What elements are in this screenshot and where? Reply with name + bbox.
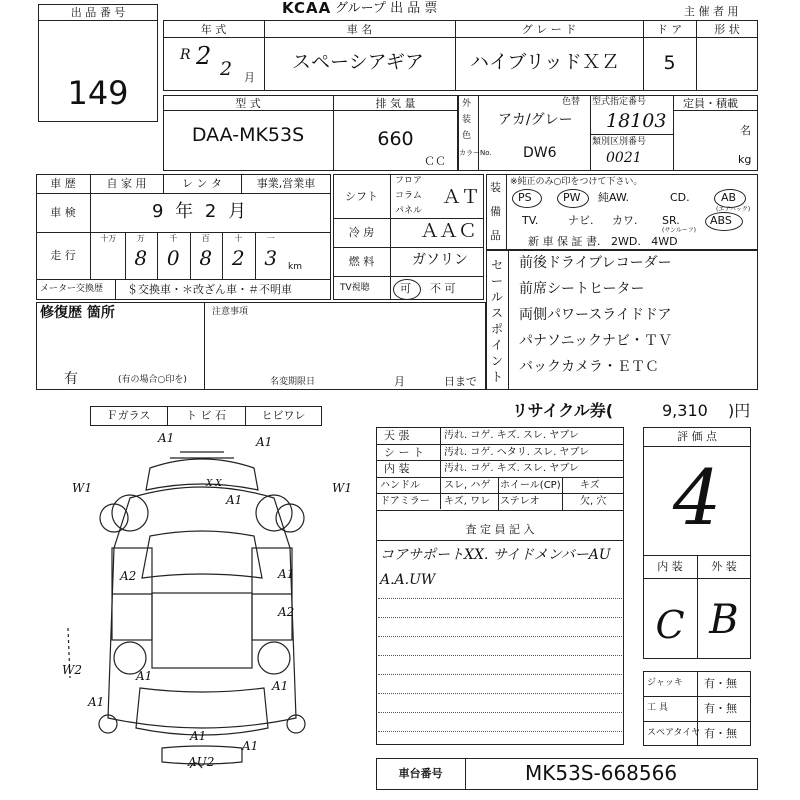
equipment-note: ※純正のみ○印をつけて下さい。 bbox=[510, 177, 643, 187]
tool-label-2: スペアタイヤ bbox=[647, 728, 701, 738]
mark-door-left: A2 bbox=[120, 569, 137, 583]
kcaa-logo: KCAA bbox=[282, 0, 332, 17]
mark-front-x: X X bbox=[206, 479, 222, 489]
rating-label: 評 価 点 bbox=[677, 430, 717, 443]
interior-row-text-2: 汚れ. コゲ. キズ. スレ. ヤブレ bbox=[444, 463, 579, 474]
color-change-label: 色替 bbox=[562, 97, 581, 107]
equip-aw: 純AW. bbox=[598, 191, 630, 204]
tool-label-1: 工 具 bbox=[647, 703, 668, 713]
repair-value: 有 bbox=[64, 371, 78, 387]
tv-label: TV視聴 bbox=[340, 283, 370, 293]
mark-wheel-left: W1 bbox=[72, 481, 92, 495]
sales-point-3: パナソニックナビ・ＴＶ bbox=[519, 333, 673, 349]
chassis-label: 車台番号 bbox=[398, 767, 443, 780]
inspector-note-2: A.A.UW bbox=[380, 572, 436, 588]
history-label: 車 歴 bbox=[50, 177, 76, 190]
interior-r5-3: 欠, 穴 bbox=[580, 496, 607, 507]
color-no-label: カラーNo. bbox=[459, 149, 492, 157]
inspector-label: 査 定 員 記 入 bbox=[465, 523, 535, 536]
mark-rear-quarter-right: A1 bbox=[272, 679, 289, 693]
month-unit: 月 bbox=[244, 71, 255, 84]
equip-abs: ABS bbox=[710, 214, 732, 227]
inspection-value: 9 年 2 月 bbox=[152, 201, 247, 222]
interior-r4-1: スレ, ハゲ bbox=[444, 479, 491, 491]
inspection-label: 車 検 bbox=[50, 206, 76, 219]
designation-value: 18103 bbox=[606, 110, 667, 132]
sales-point-0: 前後ドライブレコーダー bbox=[519, 255, 672, 271]
equip-ab-note: (エアバック) bbox=[716, 206, 751, 213]
lot-number: 149 bbox=[67, 74, 129, 112]
glass-windshield: Ｆガラス bbox=[106, 409, 151, 422]
mark-rear-bumper-right: A1 bbox=[242, 739, 259, 753]
model-type: DAA-MK53S bbox=[191, 124, 305, 146]
capacity-unit-person: 名 bbox=[740, 124, 751, 137]
equip-tv: TV. bbox=[522, 214, 539, 227]
year-value: 2 bbox=[196, 42, 212, 70]
deadline-month: 月 bbox=[394, 375, 405, 388]
class-label: 類別区別番号 bbox=[592, 137, 647, 147]
equip-sr-note: (サンルーフ) bbox=[662, 227, 696, 234]
displacement-label: 排 気 量 bbox=[375, 97, 416, 110]
doors-value: 5 bbox=[663, 52, 676, 74]
caution-label: 注意事項 bbox=[212, 307, 249, 317]
mark-wheel-right: W1 bbox=[332, 481, 352, 495]
exterior-color: アカ/グレー bbox=[498, 112, 573, 128]
year-label: 年 式 bbox=[200, 23, 227, 36]
ac-label: 冷 房 bbox=[348, 226, 375, 239]
interior-r4-2: ホイール(CP) bbox=[500, 479, 561, 491]
name-label: 車 名 bbox=[346, 23, 373, 36]
tool-value-2: 有・無 bbox=[704, 727, 737, 740]
capacity-label: 定員・積載 bbox=[683, 97, 738, 110]
grade-label: グ レ ー ド bbox=[521, 23, 577, 36]
interior-r4-3: キズ bbox=[580, 479, 600, 491]
interior-row-label-1: シ ー ト bbox=[384, 445, 424, 459]
mileage-unit-0: 十万 bbox=[100, 234, 117, 243]
history-option-private: 自 家 用 bbox=[106, 177, 147, 190]
sales-point-1: 前席シートヒーター bbox=[519, 281, 645, 297]
mark-rear-door-right: A2 bbox=[278, 605, 295, 619]
interior-rating-label: 内 装 bbox=[657, 560, 683, 573]
mileage-digit-4: 2 bbox=[231, 246, 245, 270]
interior-r4-0: ハンドル bbox=[380, 479, 420, 491]
inspector-note-1: コアサポートXX. サイドメンバーAU bbox=[380, 547, 611, 563]
mileage-unit-3: 百 bbox=[201, 234, 210, 243]
mark-wheel-rear-left: W2 bbox=[62, 663, 82, 677]
shift-value: ＡＴ bbox=[442, 186, 481, 208]
class-value: 0021 bbox=[606, 150, 642, 166]
chassis-number: MK53S-668566 bbox=[525, 761, 678, 785]
month-value: 2 bbox=[220, 58, 233, 80]
recycle-amount: 9,310 bbox=[662, 401, 708, 420]
designation-label: 型式指定番号 bbox=[592, 97, 647, 107]
mark-front-left: A1 bbox=[158, 431, 175, 445]
fuel-label: 燃 料 bbox=[348, 255, 375, 268]
exterior-rating-label: 外 装 bbox=[711, 560, 737, 573]
equipment-label-1: 装 bbox=[490, 181, 501, 194]
mileage-digit-5: 3 bbox=[264, 246, 278, 270]
mileage-unit: km bbox=[288, 262, 302, 272]
recycle-unit: )円 bbox=[728, 401, 751, 420]
mark-rear-quarter-left: A1 bbox=[88, 695, 105, 709]
sheet-title: グループ 出 品 票 bbox=[335, 1, 438, 16]
interior-row-label-2: 内 装 bbox=[384, 462, 410, 475]
interior-r5-2: ステレオ bbox=[500, 496, 540, 507]
repair-label: 修復歴 箇所 bbox=[40, 305, 115, 321]
sales-point-2: 両側パワースライドドア bbox=[519, 307, 672, 323]
history-option-business: 事業,営業車 bbox=[256, 177, 316, 190]
shift-label: シフト bbox=[345, 190, 378, 203]
mark-rear-bumper-au: AU2 bbox=[188, 755, 215, 769]
tool-value-0: 有・無 bbox=[704, 677, 737, 690]
mileage-digit-1: 8 bbox=[134, 246, 148, 270]
tv-no: 不 可 bbox=[430, 282, 456, 295]
color-no: DW6 bbox=[523, 145, 557, 161]
vehicle-name: スペーシアギア bbox=[292, 51, 424, 73]
mark-rear-left: A1 bbox=[136, 669, 153, 683]
deadline-label: 名変期限日 bbox=[270, 377, 316, 387]
interior-r5-0: ドアミラー bbox=[380, 496, 430, 507]
tool-value-1: 有・無 bbox=[704, 702, 737, 715]
deadline-day: 日まで bbox=[444, 375, 477, 388]
equip-warranty: 新 車 保 証 書. 2WD. 4WD bbox=[528, 235, 678, 248]
interior-rating: C bbox=[655, 603, 685, 647]
interior-r5-1: キズ, ワレ bbox=[444, 496, 491, 507]
lot-label: 出 品 番 号 bbox=[70, 6, 126, 19]
tool-label-0: ジャッキ bbox=[647, 678, 683, 688]
repair-note: (有の場合○印を) bbox=[118, 375, 187, 385]
history-option-rental: レ ン タ bbox=[182, 177, 222, 190]
exterior-rating: B bbox=[709, 597, 739, 643]
grade-value: ハイブリッドＸＺ bbox=[470, 51, 620, 73]
equip-ab: AB bbox=[721, 191, 737, 204]
shift-column: コラム bbox=[395, 191, 422, 201]
displacement-value: 660 bbox=[377, 128, 414, 150]
car-damage-diagram bbox=[30, 428, 375, 800]
interior-row-label-0: 天 張 bbox=[384, 429, 410, 442]
shift-panel: パネル bbox=[395, 206, 423, 216]
recycle-label: リサイクル券( bbox=[512, 401, 614, 420]
equip-cd: CD. bbox=[670, 191, 690, 204]
type-label: 型 式 bbox=[235, 97, 261, 110]
sales-point-4: バックカメラ・ＥＴＣ bbox=[519, 359, 659, 375]
ac-value: ＡＡＣ bbox=[420, 220, 478, 242]
equip-sr: SR. bbox=[662, 214, 680, 227]
mark-bonnet: A1 bbox=[226, 493, 243, 507]
shift-floor: フロア bbox=[395, 176, 423, 186]
fuel-value: ガソリン bbox=[412, 252, 468, 268]
glass-chip: ト ビ 石 bbox=[186, 409, 226, 422]
exterior-label-1: 外 bbox=[462, 99, 472, 109]
equipment-label-3: 品 bbox=[490, 229, 501, 242]
mileage-label: 走 行 bbox=[50, 249, 76, 262]
displacement-unit: ＣＣ bbox=[424, 155, 446, 168]
mileage-digit-2: 0 bbox=[166, 246, 180, 270]
equip-leather: カワ. bbox=[612, 214, 638, 227]
equip-pw: PW bbox=[563, 191, 581, 204]
tv-yes: 可 bbox=[400, 282, 411, 295]
exterior-label-2: 装 bbox=[462, 115, 472, 125]
mileage-unit-5: 一 bbox=[266, 234, 275, 243]
mileage-digit-3: 8 bbox=[199, 246, 213, 270]
doors-label: ド ア bbox=[656, 23, 683, 36]
rating-score: 4 bbox=[672, 453, 722, 542]
mark-rear-bumper-left: A1 bbox=[190, 729, 207, 743]
meter-options: ＄交換車・＊改ざん車・＃不明車 bbox=[127, 283, 292, 296]
meter-label: メーター交換歴 bbox=[40, 284, 104, 294]
organizer-label: 主 催 者 用 bbox=[684, 5, 739, 18]
exterior-label-3: 色 bbox=[462, 131, 472, 141]
mileage-unit-1: 万 bbox=[136, 234, 145, 243]
equip-ps: PS bbox=[518, 191, 532, 204]
sales-points-label: セールスポイント bbox=[490, 258, 503, 384]
interior-row-text-1: 汚れ. コゲ. ヘタリ. スレ. ヤブレ bbox=[444, 446, 590, 458]
mark-front-right: A1 bbox=[256, 435, 273, 449]
mileage-unit-4: 十 bbox=[234, 234, 243, 243]
year-era: R bbox=[180, 47, 191, 63]
capacity-unit-kg: kg bbox=[738, 153, 752, 166]
equip-navi: ナビ. bbox=[568, 214, 594, 227]
mileage-unit-2: 千 bbox=[169, 234, 178, 243]
interior-row-text-0: 汚れ. コゲ. キズ. スレ. ヤブレ bbox=[444, 430, 579, 441]
shape-label: 形 状 bbox=[714, 23, 740, 36]
glass-crack: ヒビワレ bbox=[261, 409, 306, 422]
equipment-label-2: 備 bbox=[490, 205, 501, 218]
mark-door-right: A1 bbox=[278, 567, 295, 581]
